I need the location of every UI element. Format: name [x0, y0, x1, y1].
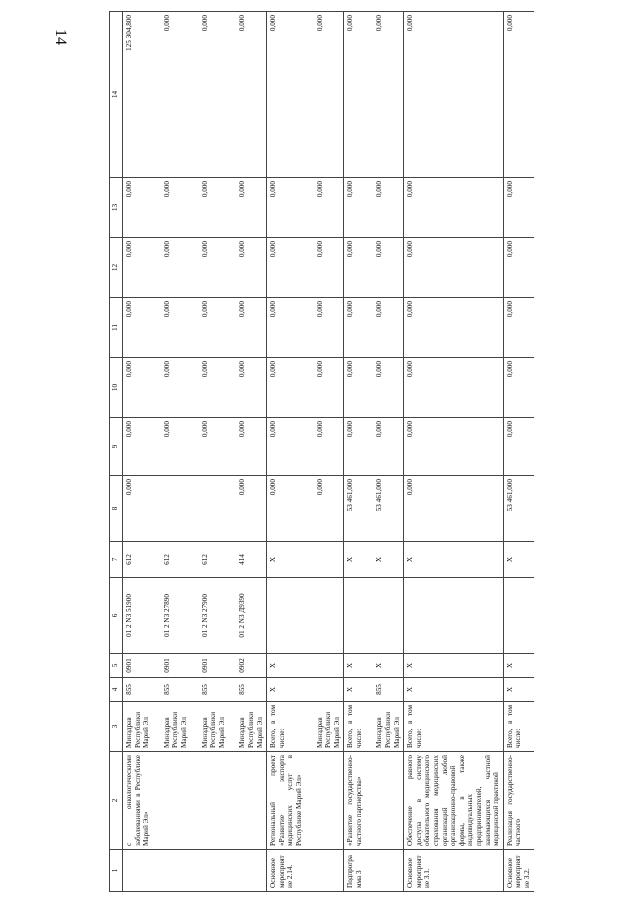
table-cell-col-8: 53 461,000: [365, 476, 403, 542]
table-cell-col-7: 612: [153, 542, 191, 578]
table-cell-col-8: 53 461,000: [344, 476, 366, 542]
table-cell-col-9: 0,000: [365, 418, 403, 476]
table-cell-col-11: 0,000: [123, 298, 153, 358]
table-row: [123, 12, 153, 892]
column-header-6: 6: [110, 578, 123, 654]
table-cell-col-1: [191, 850, 229, 892]
table-cell-col-10: 0,000: [365, 358, 403, 418]
table-cell-col-12: 0,000: [123, 238, 153, 298]
table-cell-col-3: Минздрав Республики Марий Эл: [365, 702, 403, 752]
table-cell-col-2: Реализация государственно-частного: [503, 752, 533, 850]
table-cell-col-13: 0,000: [344, 178, 366, 238]
column-header-5: 5: [110, 654, 123, 678]
table-cell-col-1: [228, 850, 266, 892]
table-cell-col-5: [306, 654, 344, 678]
table-cell-col-13: 0,000: [404, 178, 504, 238]
table-cell-col-2: [228, 752, 266, 850]
table-cell-col-1: Подпрограмма 3: [344, 850, 366, 892]
table-cell-col-2: Обеспечение равного доступа в систему обязательного медицинского страхования медицинских организаций любой организационно-правовой формы, в также индивидуальных предпринимателей, занимающихся частной медицинской практикой: [404, 752, 504, 850]
budget-table-sheet: [109, 12, 639, 892]
column-header-2: 2: [110, 752, 123, 850]
table-cell-col-1: Основное мероприятие 2.14.: [267, 850, 306, 892]
table-cell-col-2: [191, 752, 229, 850]
table-cell-col-8: 0,000: [306, 476, 344, 542]
column-header-9: 9: [110, 418, 123, 476]
table-cell-col-4: X: [344, 678, 366, 702]
table-cell-col-10: 0,000: [123, 358, 153, 418]
table-cell-col-12: 0,000: [404, 238, 504, 298]
table-cell-col-11: 0,000: [404, 298, 504, 358]
table-cell-col-13: 0,000: [306, 178, 344, 238]
table-cell-col-14: 0,000: [306, 12, 344, 178]
table-cell-col-9: 0,000: [191, 418, 229, 476]
table-cell-col-9: 0,000: [153, 418, 191, 476]
table-cell-col-12: 0,000: [344, 238, 366, 298]
table-cell-col-7: X: [365, 542, 403, 578]
table-cell-col-6: [365, 578, 403, 654]
table-cell-col-13: 0,000: [365, 178, 403, 238]
table-cell-col-7: X: [404, 542, 504, 578]
column-header-4: 4: [110, 678, 123, 702]
table-cell-col-1: [153, 850, 191, 892]
table-cell-col-10: 0,000: [306, 358, 344, 418]
table-cell-col-6: [503, 578, 533, 654]
table-cell-col-5: 0901: [123, 654, 153, 678]
table-cell-col-12: 0,000: [306, 238, 344, 298]
column-header-8: 8: [110, 476, 123, 542]
table-cell-col-6: 01 2 N3 Д9390: [228, 578, 266, 654]
table-cell-col-2: [153, 752, 191, 850]
table-cell-col-12: 0,000: [503, 238, 533, 298]
table-cell-col-4: 855: [191, 678, 229, 702]
column-header-1: 1: [110, 850, 123, 892]
table-cell-col-6: [404, 578, 504, 654]
table-cell-col-9: 0,000: [344, 418, 366, 476]
table-cell-col-12: 0,000: [228, 238, 266, 298]
table-cell-col-2: «Развитие государственно-частного партнерства»: [344, 752, 366, 850]
table-cell-col-13: 0,000: [191, 178, 229, 238]
table-cell-col-9: 0,000: [123, 418, 153, 476]
table-cell-col-10: 0,000: [404, 358, 504, 418]
table-cell-col-3: Минздрав Республики Марий Эл: [123, 702, 153, 752]
table-cell-col-1: Основное мероприятие 3.1.: [404, 850, 504, 892]
table-cell-col-6: [306, 578, 344, 654]
table-cell-col-6: 01 2 N3 27900: [191, 578, 229, 654]
table-cell-col-4: 855: [153, 678, 191, 702]
column-header-7: 7: [110, 542, 123, 578]
budget-table: [109, 11, 534, 892]
table-cell-col-11: 0,000: [306, 298, 344, 358]
column-header-12: 12: [110, 238, 123, 298]
table-cell-col-3: Минздрав Республики Марий Эл: [228, 702, 266, 752]
table-cell-col-14: 0,000: [228, 12, 266, 178]
table-cell-col-11: 0,000: [153, 298, 191, 358]
table-cell-col-2: [365, 752, 403, 850]
table-cell-col-7: 414: [228, 542, 266, 578]
column-header-14: 14: [110, 12, 123, 178]
table-cell-col-3: Минздрав Республики Марий Эл: [153, 702, 191, 752]
table-cell-col-3: Минздрав Республики Марий Эл: [191, 702, 229, 752]
table-cell-col-9: 0,000: [228, 418, 266, 476]
table-cell-col-11: 0,000: [228, 298, 266, 358]
table-cell-col-8: [191, 476, 229, 542]
column-header-10: 10: [110, 358, 123, 418]
table-row: [404, 12, 504, 892]
table-cell-col-5: X: [344, 654, 366, 678]
table-cell-col-4: X: [404, 678, 504, 702]
table-cell-col-7: X: [344, 542, 366, 578]
table-cell-col-5: 0901: [153, 654, 191, 678]
column-header-3: 3: [110, 702, 123, 752]
table-cell-col-14: 0,000: [267, 12, 306, 178]
table-row: [228, 12, 266, 892]
table-cell-col-5: 0901: [191, 654, 229, 678]
column-header-13: 13: [110, 178, 123, 238]
table-cell-col-14: 0,000: [191, 12, 229, 178]
table-cell-col-12: 0,000: [153, 238, 191, 298]
table-cell-col-3: Всего, в том числе:: [344, 702, 366, 752]
table-cell-col-14: 125 304,800: [123, 12, 153, 178]
table-cell-col-14: 0,000: [344, 12, 366, 178]
table-cell-col-13: 0,000: [153, 178, 191, 238]
table-cell-col-11: 0,000: [344, 298, 366, 358]
table-row: [267, 12, 306, 892]
table-cell-col-3: Всего, в том числе:: [267, 702, 306, 752]
table-cell-col-10: 0,000: [267, 358, 306, 418]
table-cell-col-10: 0,000: [153, 358, 191, 418]
table-cell-col-4: 855: [123, 678, 153, 702]
table-cell-col-4: X: [503, 678, 533, 702]
table-row: [344, 12, 366, 892]
table-cell-col-9: 0,000: [306, 418, 344, 476]
table-cell-col-13: 0,000: [228, 178, 266, 238]
table-cell-col-5: X: [503, 654, 533, 678]
table-cell-col-6: [267, 578, 306, 654]
table-row: [365, 12, 403, 892]
table-cell-col-13: 0,000: [503, 178, 533, 238]
table-cell-col-8: 0,000: [404, 476, 504, 542]
table-cell-col-11: 0,000: [191, 298, 229, 358]
column-header-11: 11: [110, 298, 123, 358]
table-cell-col-2: [306, 752, 344, 850]
table-cell-col-14: 0,000: [153, 12, 191, 178]
table-row: [503, 12, 533, 892]
table-cell-col-2: с онкологическими заболеваниями в Республике Марий Эл»: [123, 752, 153, 850]
table-cell-col-10: 0,000: [228, 358, 266, 418]
table-cell-col-6: [344, 578, 366, 654]
table-cell-col-4: 855: [365, 678, 403, 702]
table-cell-col-13: 0,000: [267, 178, 306, 238]
table-body: [123, 12, 534, 892]
table-cell-col-2: Региональный проект «Развитие экспорта медицинских услуг в Республике Марий Эл»: [267, 752, 306, 850]
table-cell-col-7: X: [267, 542, 306, 578]
table-cell-col-6: 01 2 N3 27890: [153, 578, 191, 654]
table-cell-col-7: [306, 542, 344, 578]
page-number: 14: [52, 29, 69, 45]
table-cell-col-10: 0,000: [191, 358, 229, 418]
table-cell-col-4: X: [267, 678, 306, 702]
table-cell-col-6: 01 2 N3 51900: [123, 578, 153, 654]
table-cell-col-3: Всего, в том числе:: [404, 702, 504, 752]
table-cell-col-13: 0,000: [123, 178, 153, 238]
table-row: [153, 12, 191, 892]
table-cell-col-8: 0,000: [123, 476, 153, 542]
table-cell-col-8: 0,000: [228, 476, 266, 542]
table-cell-col-1: [365, 850, 403, 892]
column-number-header-row: [110, 12, 123, 892]
table-cell-col-5: X: [365, 654, 403, 678]
table-cell-col-8: 53 461,000: [503, 476, 533, 542]
table-cell-col-8: 0,000: [267, 476, 306, 542]
table-row: [306, 12, 344, 892]
table-cell-col-9: 0,000: [404, 418, 504, 476]
table-cell-col-11: 0,000: [365, 298, 403, 358]
table-cell-col-14: 0,000: [365, 12, 403, 178]
table-cell-col-12: 0,000: [267, 238, 306, 298]
table-cell-col-5: X: [404, 654, 504, 678]
table-cell-col-3: Всего, в том числе:: [503, 702, 533, 752]
table-cell-col-12: 0,000: [365, 238, 403, 298]
table-cell-col-3: Минздрав Республики Марий Эл: [306, 702, 344, 752]
table-cell-col-10: 0,000: [503, 358, 533, 418]
table-cell-col-1: [306, 850, 344, 892]
table-cell-col-8: [153, 476, 191, 542]
table-cell-col-11: 0,000: [503, 298, 533, 358]
table-cell-col-7: 612: [191, 542, 229, 578]
table-cell-col-4: [306, 678, 344, 702]
table-cell-col-5: X: [267, 654, 306, 678]
table-cell-col-7: X: [503, 542, 533, 578]
table-cell-col-1: Основное мероприятие 3.2.: [503, 850, 533, 892]
table-cell-col-11: 0,000: [267, 298, 306, 358]
table-cell-col-5: 0902: [228, 654, 266, 678]
table-cell-col-4: 855: [228, 678, 266, 702]
table-cell-col-14: 0,000: [503, 12, 533, 178]
table-cell-col-10: 0,000: [344, 358, 366, 418]
table-cell-col-14: 0,000: [404, 12, 504, 178]
table-cell-col-1: [123, 850, 153, 892]
table-cell-col-9: 0,000: [503, 418, 533, 476]
table-cell-col-12: 0,000: [191, 238, 229, 298]
table-row: [191, 12, 229, 892]
table-cell-col-9: 0,000: [267, 418, 306, 476]
table-cell-col-7: 612: [123, 542, 153, 578]
